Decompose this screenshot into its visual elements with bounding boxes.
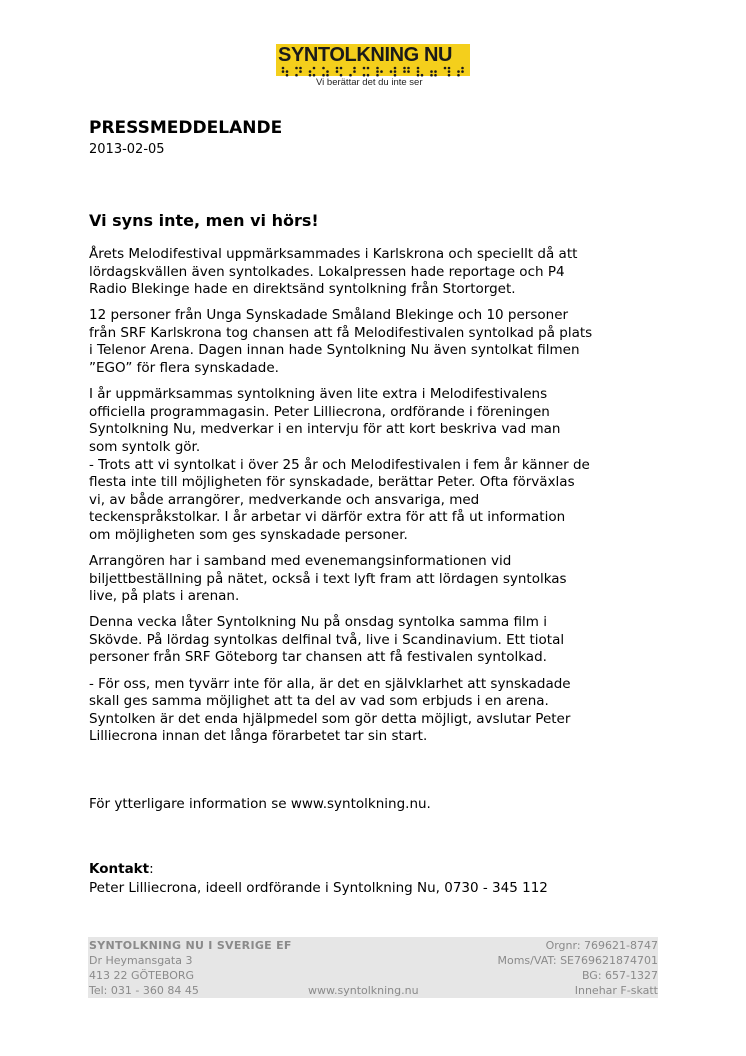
more-info: För ytterligare information se www.syntolkning.nu. bbox=[89, 796, 431, 812]
text-line: I år uppmärksammas syntolkning även lite extra i Melodifestivalens bbox=[89, 386, 548, 403]
footer-org: SYNTOLKNING NU I SVERIGE EF bbox=[89, 939, 292, 952]
footer-address: Dr Heymansgata 3 bbox=[89, 954, 193, 967]
footer-ftax: Innehar F-skatt bbox=[574, 984, 658, 997]
footer bbox=[88, 937, 658, 998]
body-text bbox=[89, 246, 669, 754]
document-date: 2013-02-05 bbox=[89, 142, 165, 157]
text-line: biljettbeställning på nätet, också i text lyft fram att lördagen syntolkas bbox=[89, 570, 567, 587]
footer-website: www.syntolkning.nu bbox=[308, 984, 419, 997]
logo-tagline: Vi berättar det du inte ser bbox=[316, 77, 423, 88]
paragraph bbox=[89, 676, 669, 746]
document-type: PRESSMEDDELANDE bbox=[89, 118, 283, 138]
text-line: - För oss, men tyvärr inte för alla, är det en självklarhet att synskadade bbox=[89, 675, 571, 692]
text-line: live, på plats i arenan. bbox=[89, 588, 240, 605]
text-line: officiella programmagasin. Peter Lilliecrona, ordförande i föreningen bbox=[89, 403, 550, 420]
text-line: vi, av både arrangörer, medverkande och ansvariga, med bbox=[89, 491, 480, 508]
paragraph bbox=[89, 386, 669, 544]
text-line: om möjligheten som ges synskadade personer. bbox=[89, 526, 408, 543]
text-line: teckenspråkstolkar. I år arbetar vi därför extra för att få ut information bbox=[89, 509, 566, 526]
text-line: ”EGO” för flera synskadade. bbox=[89, 360, 279, 377]
text-line: i Telenor Arena. Dagen innan hade Syntolkning Nu även syntolkat filmen bbox=[89, 342, 580, 359]
footer-vat: Moms/VAT: SE769621874701 bbox=[497, 954, 658, 967]
paragraph bbox=[89, 307, 669, 377]
text-line: Arrangören har i samband med evenemangsinformationen vid bbox=[89, 553, 512, 569]
footer-bankgiro: BG: 657-1327 bbox=[581, 969, 658, 982]
text-line: Syntolken är det enda hjälpmedel som gör detta möjligt, avslutar Peter bbox=[89, 710, 571, 727]
text-line: personer från SRF Göteborg tar chansen att få festivalen syntolkad. bbox=[89, 649, 547, 666]
contact-line: Peter Lilliecrona, ideell ordförande i Syntolkning Nu, 0730 - 345 112 bbox=[89, 880, 548, 896]
text-line: Radio Blekinge hade en direktsänd syntolkning från Stortorget. bbox=[89, 281, 516, 298]
text-line: Skövde. På lördag syntolkas delfinal två, live i Scandinavium. Ett tiotal bbox=[89, 631, 565, 648]
footer-phone: Tel: 031 - 360 84 45 bbox=[89, 984, 199, 997]
footer-orgnr: Orgnr: 769621-8747 bbox=[545, 939, 658, 952]
text-line: - Trots att vi syntolkat i över 25 år och Melodifestivalen i fem år känner de bbox=[89, 456, 590, 473]
text-line: lördagskvällen även syntolkades. Lokalpressen hade reportage och P4 bbox=[89, 263, 565, 280]
paragraph bbox=[89, 553, 669, 606]
text-line: Denna vecka låter Syntolkning Nu på onsdag syntolka samma film i bbox=[89, 614, 547, 631]
footer-postal: 413 22 GÖTEBORG bbox=[89, 969, 195, 982]
logo-title: SYNTOLKNING NU bbox=[278, 44, 453, 66]
text-line: Årets Melodifestival uppmärksammades i Karlskrona och speciellt då att bbox=[89, 246, 578, 262]
text-line: Syntolkning Nu, medverkar i en intervju för att kort beskriva vad man bbox=[89, 421, 561, 438]
text-line: Lilliecrona innan det långa förarbetet tar sin start. bbox=[89, 728, 428, 745]
logo bbox=[276, 44, 472, 90]
text-line: flesta inte till möjligheten för synskadade, berättar Peter. Ofta förväxlas bbox=[89, 474, 575, 491]
text-line: från SRF Karlskrona tog chansen att få Melodifestivalen syntolkad på plats bbox=[89, 324, 593, 341]
paragraph bbox=[89, 614, 669, 667]
headline: Vi syns inte, men vi hörs! bbox=[89, 211, 319, 230]
contact-label: Kontakt: bbox=[89, 861, 154, 877]
text-line: skall ges samma möjlighet att ta del av vad som erbjuds i en arena. bbox=[89, 693, 549, 710]
text-line: 12 personer från Unga Synskadade Småland Blekinge och 10 personer bbox=[89, 307, 569, 324]
text-line: som syntolk gör. bbox=[89, 438, 201, 455]
paragraph bbox=[89, 246, 669, 299]
